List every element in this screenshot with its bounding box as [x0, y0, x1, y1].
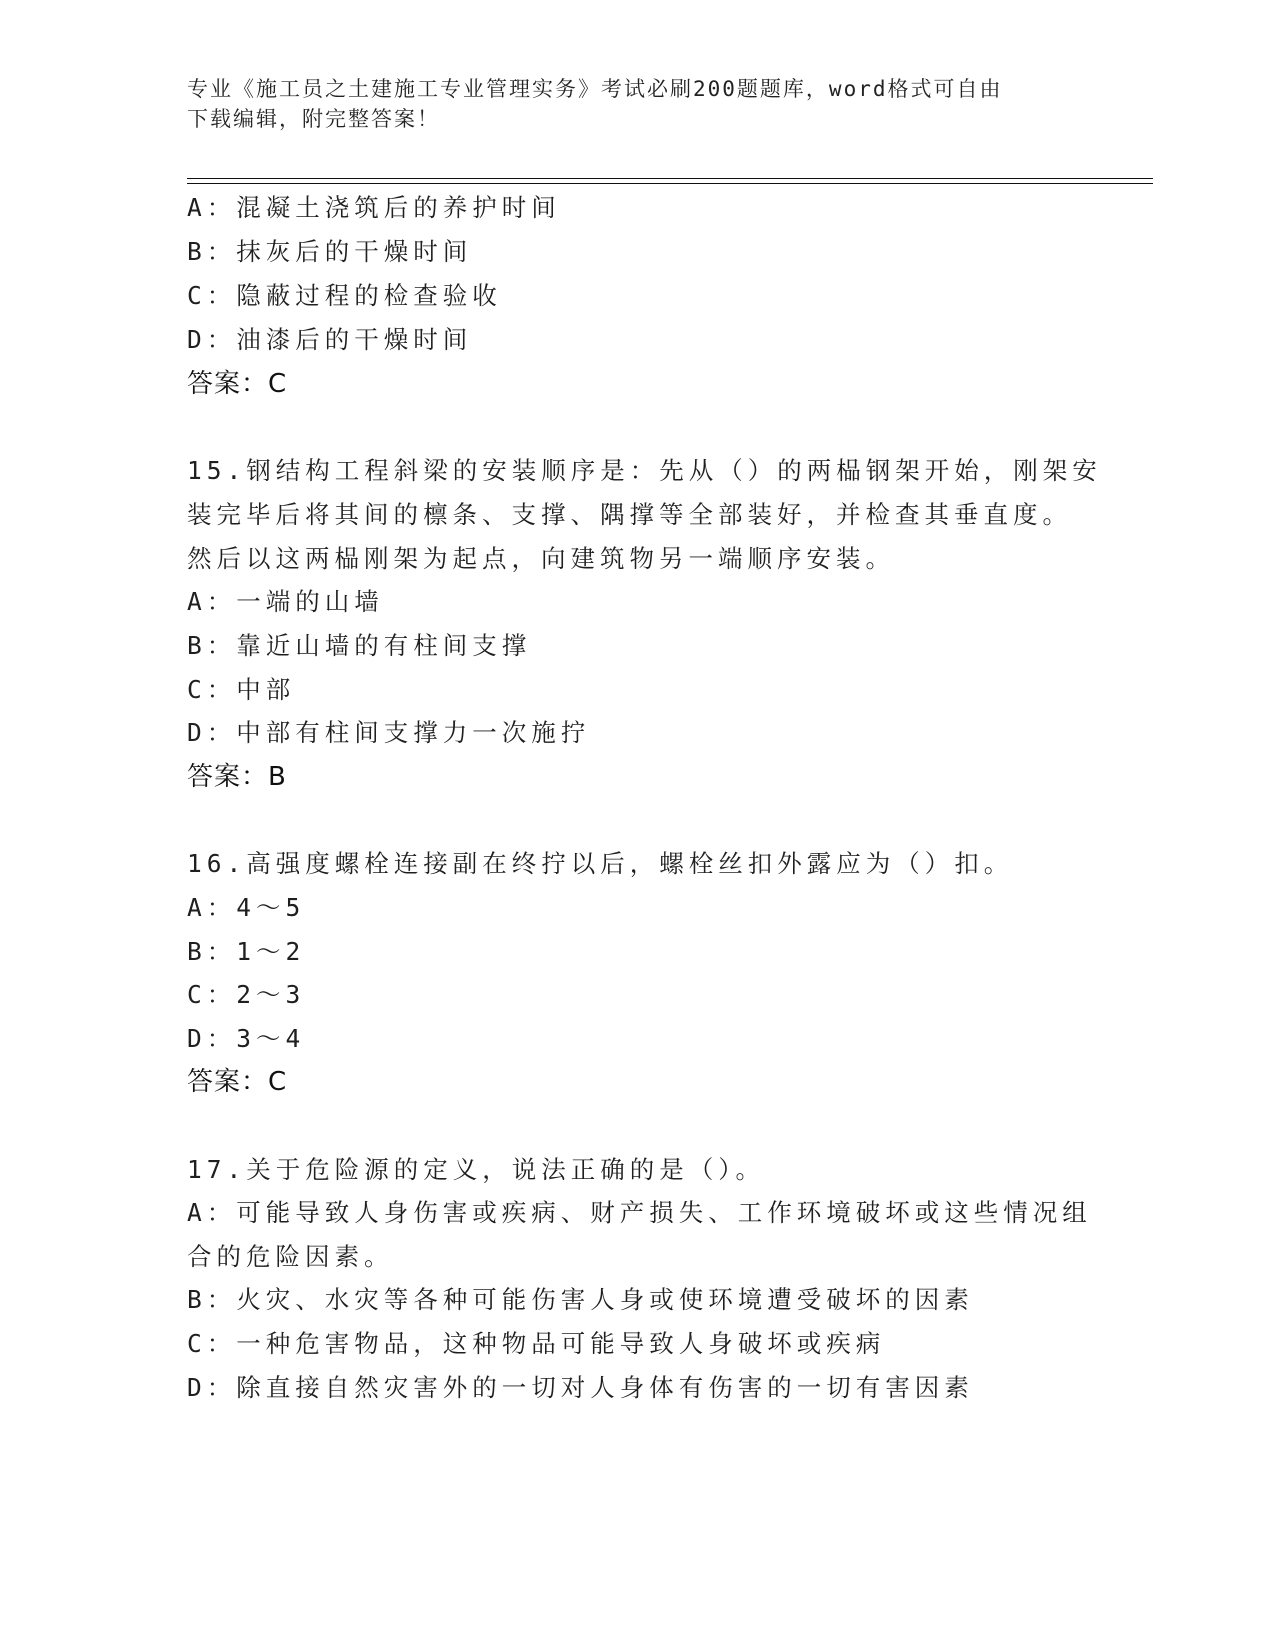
q16-option-b: B：1～2 — [187, 937, 306, 966]
q16-option-d: D：3～4 — [187, 1024, 306, 1053]
q17-option-c: C：一种危害物品，这种物品可能导致人身破坏或疾病 — [187, 1329, 886, 1358]
q16-answer: 答案：C — [187, 1067, 288, 1097]
q14-answer: 答案：C — [187, 369, 288, 399]
document-header — [187, 74, 1087, 134]
q15-stem-line-3: 然后以这两榀刚架为起点，向建筑物另一端顺序安装。 — [187, 544, 895, 573]
q15-option-b: B：靠近山墙的有柱间支撑 — [187, 631, 532, 660]
q14-option-a: A：混凝土浇筑后的养护时间 — [187, 193, 561, 222]
q15-stem-line-2: 装完毕后将其间的檩条、支撑、隅撑等全部装好，并检查其垂直度。 — [187, 500, 1072, 529]
q17-option-b: B：火灾、水灾等各种可能伤害人身或使环境遭受破坏的因素 — [187, 1285, 974, 1314]
q14-option-b: B：抹灰后的干燥时间 — [187, 237, 473, 266]
header-line-1: 专业《施工员之土建施工专业管理实务》考试必刷200题题库，word格式可自由 — [187, 77, 1003, 101]
q15-stem-line-1: 15.钢结构工程斜梁的安装顺序是：先从（）的两榀钢架开始，刚架安 — [187, 456, 1102, 485]
q17-option-a-line-1: A：可能导致人身伤害或疾病、财产损失、工作环境破坏或这些情况组 — [187, 1198, 1092, 1227]
q17-stem-line-1: 17.关于危险源的定义，说法正确的是（）。 — [187, 1155, 765, 1184]
q17-option-d: D：除直接自然灾害外的一切对人身体有伤害的一切有害因素 — [187, 1373, 974, 1402]
q16-option-c: C：2～3 — [187, 980, 306, 1009]
q16-option-a: A：4～5 — [187, 893, 306, 922]
q17-option-a-line-2: 合的危险因素。 — [187, 1242, 394, 1271]
q14-option-c: C：隐蔽过程的检查验收 — [187, 281, 502, 310]
header-divider-top — [187, 178, 1153, 179]
header-line-2: 下载编辑，附完整答案！ — [187, 107, 440, 131]
q15-option-c: C：中部 — [187, 675, 296, 704]
q15-answer: 答案：B — [187, 762, 287, 792]
q14-option-d: D：油漆后的干燥时间 — [187, 325, 473, 354]
q16-stem-line-1: 16.高强度螺栓连接副在终拧以后，螺栓丝扣外露应为（）扣。 — [187, 849, 1014, 878]
header-divider-bottom — [187, 183, 1153, 184]
q15-option-a: A：一端的山墙 — [187, 587, 384, 616]
q15-option-d: D：中部有柱间支撑力一次施拧 — [187, 718, 591, 747]
